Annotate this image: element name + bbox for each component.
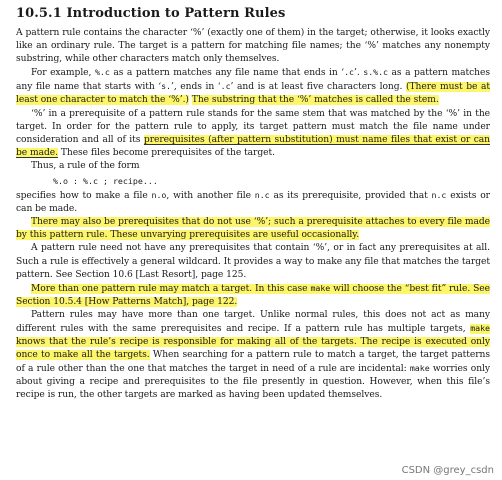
inline-code: s. — [161, 81, 171, 92]
text: These files become prerequisites of the target. — [57, 147, 275, 158]
inline-code: .c — [220, 81, 231, 92]
text: When searching for a pattern rule to match a target, the target patterns of a rule other than the one that matches the target in need of a rule are incidental: — [16, 350, 490, 375]
highlighted-text: There may also be prerequisites that do not use ‘%’; such a prerequisite attaches to every file made by this pattern rule. These unvarying prerequisites are useful occasionally. — [16, 217, 490, 241]
inline-code: .c — [344, 67, 354, 78]
inline-code: make — [409, 363, 430, 374]
text: as a pattern matches any file name that starts with ‘ — [16, 68, 490, 93]
paragraph-4: Thus, a rule of the form — [31, 160, 140, 171]
text: More than one pattern rule may match a target. In this case — [31, 283, 311, 294]
inline-code: n.c — [254, 190, 270, 201]
text: worries only about giving a recipe and prerequisites to the file presently in question. However, when this file’s recipe is run, the other targets are marked as having been updated themselves. — [16, 364, 490, 401]
inline-code: make — [470, 322, 490, 333]
highlighted-text: The substring that the ‘%’ matches is called the stem. — [191, 95, 439, 106]
text: ‘%’ in a prerequisite of a pattern rule stands for the same stem that was matched by the ‘%’ in the target. In order for the pattern rule to apply, its target pattern must match the file name under consideration and all of its — [16, 108, 490, 145]
paragraph-7: A pattern rule need not have any prerequisites that contain ‘%’, or in fact any prerequisites at all. Such a rule is effectively a general wildcard. It provides a way to make any file that matches the target pattern. See Section 10.6 [Last Resort], page 125. — [16, 243, 490, 280]
text: as a pattern matches any file name that ends in ‘ — [109, 68, 345, 79]
highlighted-text — [16, 284, 490, 307]
paragraph-8 — [16, 282, 490, 309]
inline-code: %.c — [94, 67, 110, 78]
paragraph-2 — [16, 66, 490, 107]
paragraph-6 — [16, 216, 490, 242]
text: as its prerequisite, provided that — [269, 191, 432, 202]
paragraph-5 — [16, 189, 490, 216]
text: will choose the “best fit” rule. See Section 10.5.4 [How Patterns Match], page 122. — [16, 283, 490, 307]
text: ’ and is at least five characters long. — [230, 82, 406, 93]
section-heading: 10.5.1 Introduction to Pattern Rules — [16, 6, 286, 21]
document-page — [16, 6, 490, 403]
inline-code: s.%.c — [363, 67, 388, 78]
highlighted-text: (There must be at least one character to match the ‘%’.) — [16, 82, 491, 106]
inline-code: n.c — [431, 190, 447, 201]
text: , with another file — [166, 191, 255, 202]
text: For example, — [31, 68, 95, 79]
code-example: %.o : %.c ; recipe... — [53, 176, 158, 187]
text: specifies how to make a file — [16, 191, 152, 202]
text: Pattern rules may have more than one target. Unlike normal rules, this does not act as many different rules with the same prerequisites and recipe. If a pattern rule has multiple targets, — [16, 309, 490, 334]
paragraph-3 — [16, 108, 490, 160]
inline-code: n.o — [151, 190, 167, 201]
csdn-watermark: CSDN @grey_csdn — [401, 465, 494, 476]
text: knows that the rule’s recipe is responsible for making all of the targets. The recipe is executed only once to make all the targets. — [16, 337, 490, 361]
text: exists or can be made. — [16, 191, 490, 215]
text: ’, ends in ‘ — [171, 82, 221, 93]
paragraph-9 — [16, 309, 490, 403]
highlighted-underlined-text: prerequisites (after pattern substitution) must name files that exist or can be made. — [16, 134, 490, 158]
text: ’. — [354, 68, 364, 79]
inline-code: make — [310, 282, 331, 293]
paragraph-1: A pattern rule contains the character ‘%’ (exactly one of them) in the target; otherwise, it looks exactly like an ordinary rule. The target is a pattern for matching file names; the ‘%’ matches any nonempty substring, while other characters match only themselves. — [16, 28, 490, 65]
